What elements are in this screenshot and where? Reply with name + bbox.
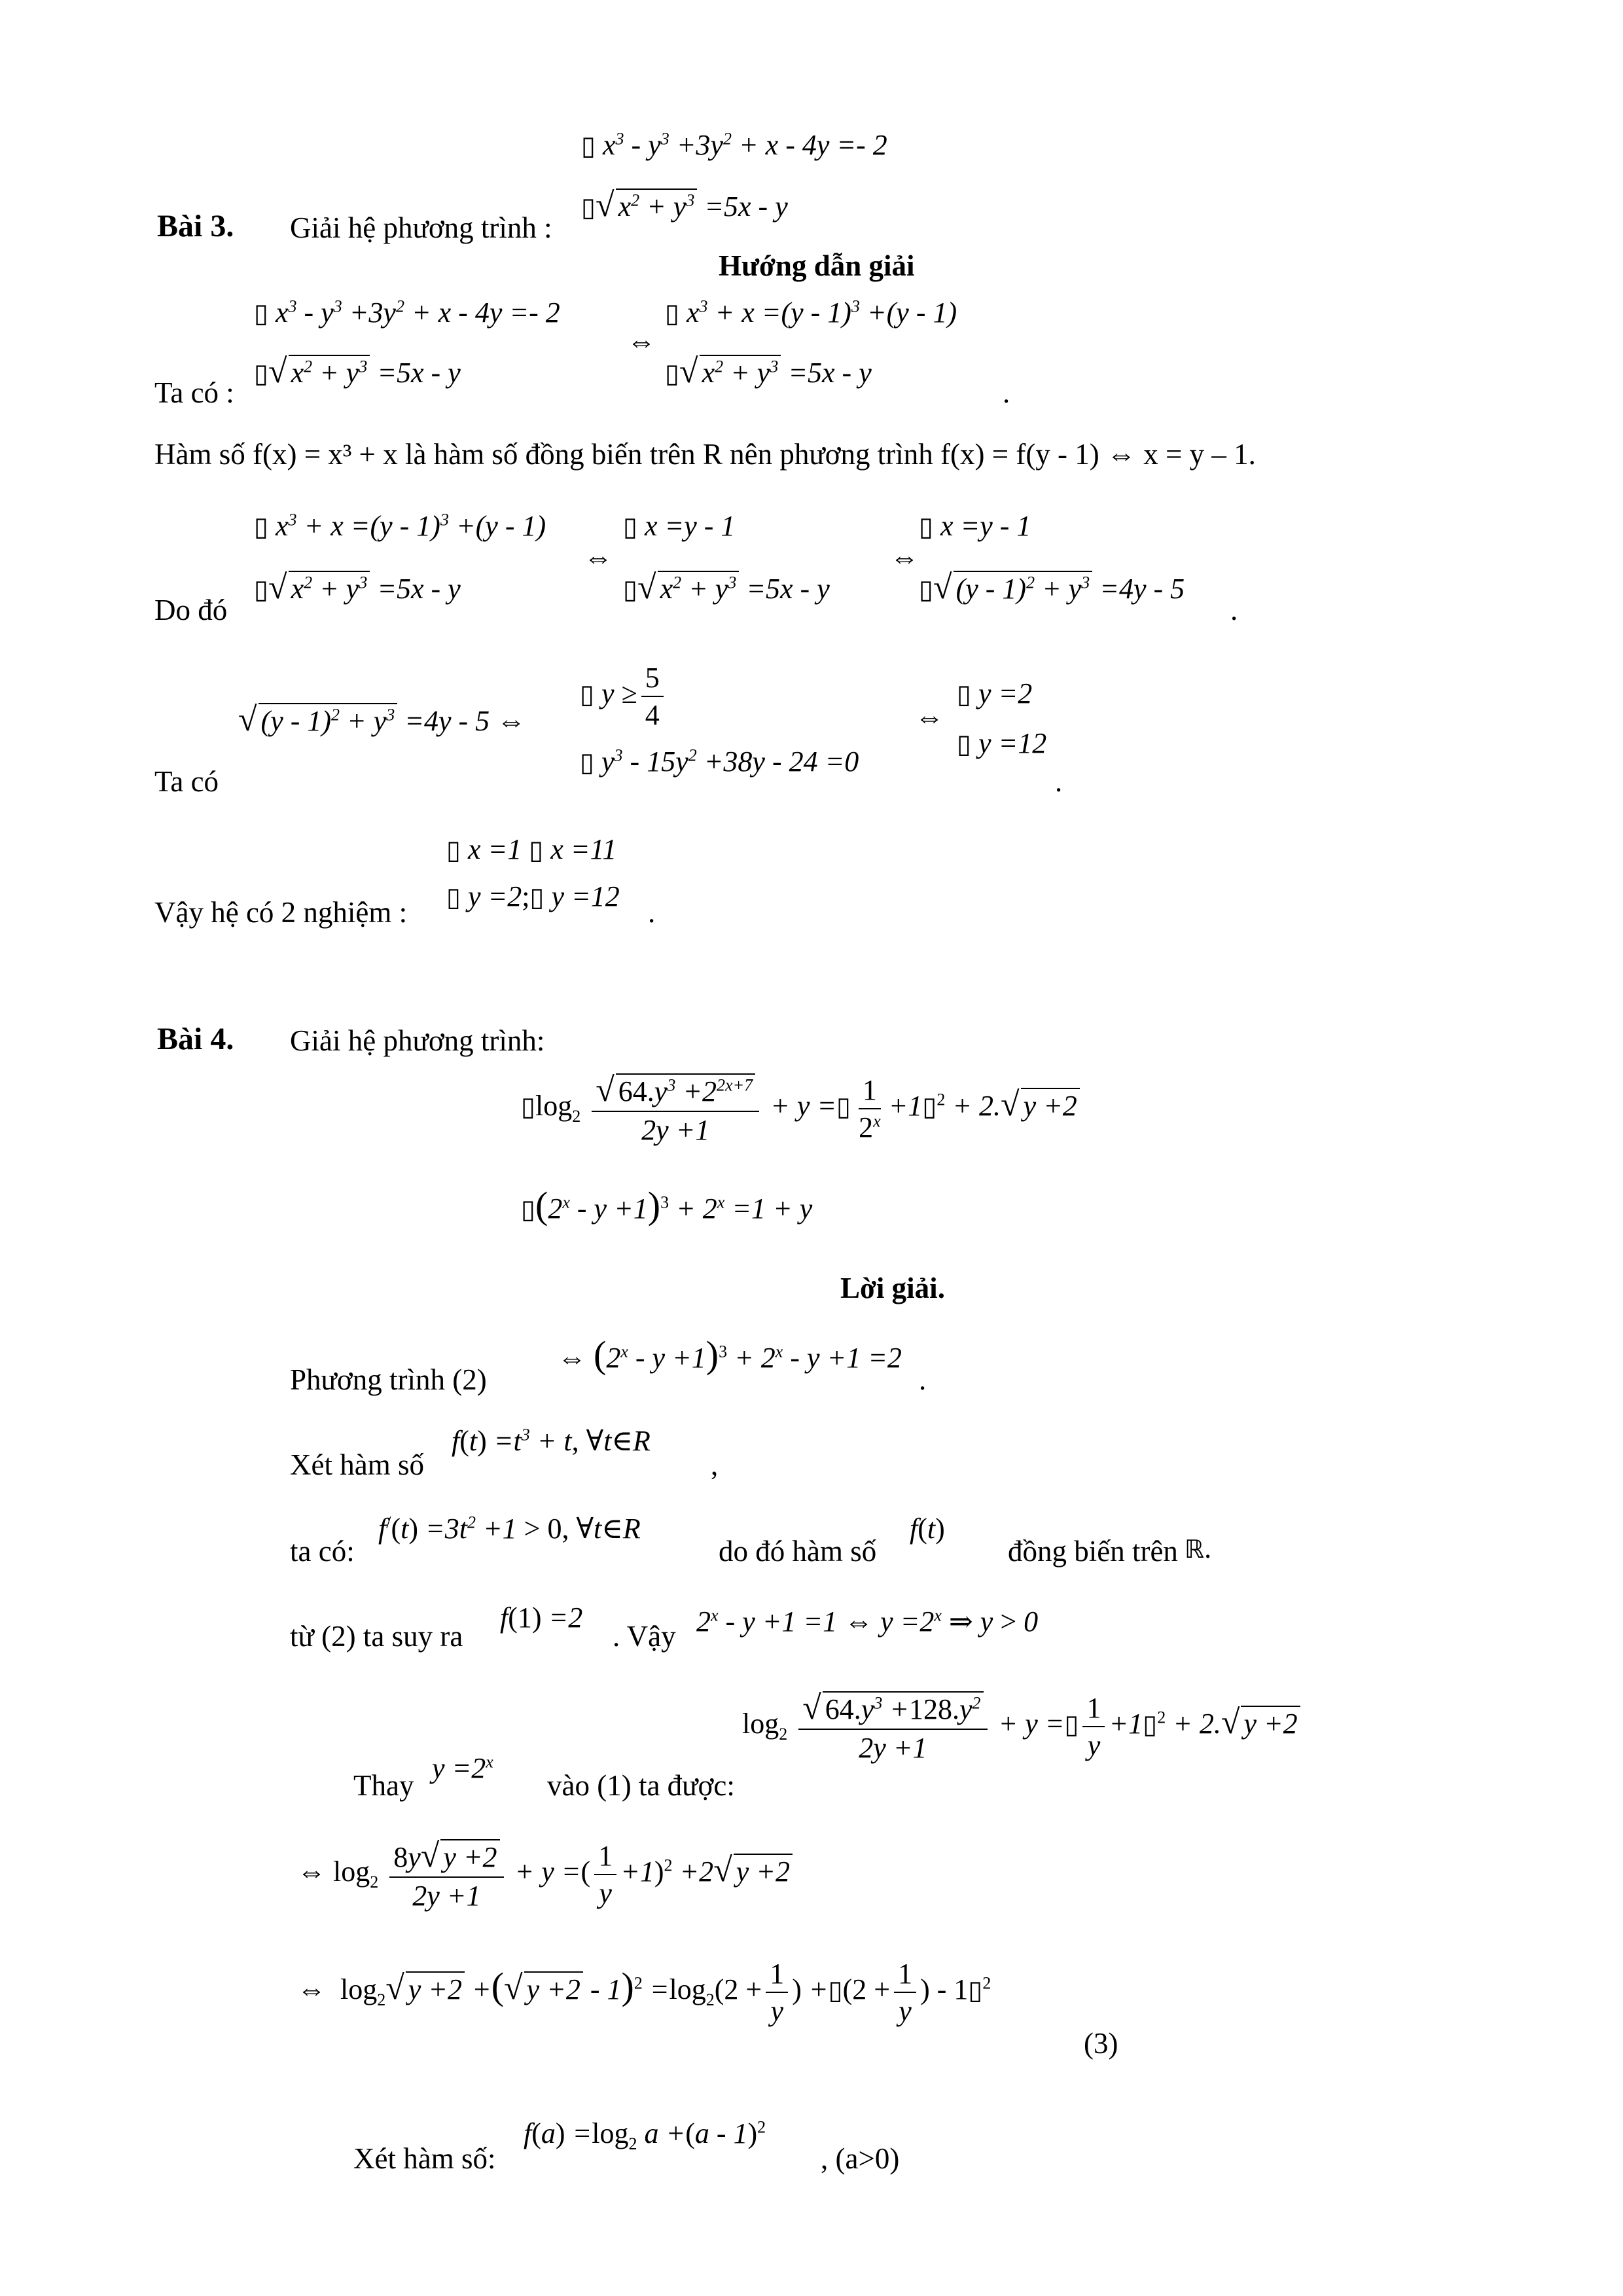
bai3-do-do: Do đó	[154, 594, 228, 626]
equiv-symbol: ⇔	[890, 541, 919, 573]
bai4-dodo: do đó hàm số	[719, 1535, 877, 1568]
bai4-f1: f(1) =2	[500, 1602, 583, 1634]
equiv-symbol: ⇔	[584, 541, 613, 573]
bai4-dongbien: đồng biến trên	[1008, 1535, 1178, 1568]
bai4-eq1-subst: $\log_2$ $\frac{√ 64.y^3 +128.y^2}{2y +1}$ + y =▯ $\frac{1}{y}$ +1▯$^2$ + 2.√ y +2	[742, 1689, 1300, 1765]
bai3-dodo-s3-eq1: ▯ x =y - 1	[919, 510, 1031, 542]
bai4-system-eq1: $▯\log_2$ $\frac{√ 64.y^3 +2^{2x+7}}{2y +1}$ + y =▯ $\frac{1}{2^x}$ +1▯$^2$ + 2.√ y +2	[521, 1071, 1080, 1147]
bai4-fprime: $f^/(t) =3t^2 +1 > 0$, ∀t∈R	[378, 1513, 641, 1545]
bai4-vay: . Vậy	[613, 1620, 676, 1653]
bai3-nghiem1-x: ▯ x =1 ▯ x =11	[446, 833, 617, 865]
bai4-label: Bài 4.	[157, 1022, 234, 1056]
bai4-pt2: Phương trình (2)	[290, 1363, 487, 1396]
bai4-prompt: Giải hệ phương trình:	[290, 1024, 545, 1057]
bai3-dodo-s3-eq2: ▯√ $(y - 1)^2 + y^3 =4y - 5$	[919, 569, 1185, 606]
period: .	[1230, 594, 1238, 626]
bai4-y-2x: 2$^x$ - y +1 =1 ⇔ $y =2^x$ ⇒ y > 0	[696, 1605, 1039, 1638]
bai3-heading: Hướng dẫn giải	[719, 249, 915, 282]
bai3-prompt: Giải hệ phương trình :	[290, 211, 552, 244]
bai3-dodo-s1-eq1: ▯ $x^3 + x =(y - 1)^3 +(y - 1)$	[254, 510, 546, 542]
bai3-ta-co-left2: ▯√ $x^2 + y^3 =5x - y$	[254, 353, 461, 390]
bai3-cubic: ▯ $y^3 - 15y^2 +38y - 24 =0$	[580, 745, 859, 778]
period: .	[919, 1363, 927, 1396]
period: .	[1003, 376, 1010, 409]
bai4-xet2: Xét hàm số:	[353, 2142, 496, 2175]
bai3-nghiem1-y: ▯ y =2;▯ y =12	[446, 880, 620, 912]
bai3-cond-y: ▯ y ≥ $\frac{5}{4}$	[580, 661, 668, 732]
bai3-dodo-s1-eq2: ▯√ $x^2 + y^3 =5x - y$	[254, 569, 461, 606]
bai3-label: Bài 3.	[157, 209, 234, 243]
real-numbers-icon: ℝ.	[1185, 1532, 1212, 1564]
bai4-a-cond: , (a>0)	[821, 2142, 900, 2175]
bai4-ft: f(t)	[910, 1513, 945, 1545]
comma: ,	[711, 1448, 719, 1481]
bai4-label3: (3)	[1084, 2027, 1118, 2060]
period: .	[648, 896, 656, 929]
equiv-symbol: ⇔	[627, 325, 656, 357]
bai3-sqrt-eq: √ $(y - 1)^2 + y^3 =4y - 5$ ⇔	[238, 701, 526, 738]
bai4-thay: Thay	[353, 1769, 414, 1802]
bai3-sol-y1: ▯ y =2	[957, 677, 1033, 709]
bai4-taco: ta có:	[290, 1535, 355, 1568]
equiv-symbol: ⇔	[915, 701, 944, 733]
bai4-system-eq2: ▯(2$^x$ - $y +1)^3 + 2^x =1 + y$	[521, 1184, 813, 1227]
bai4-tu2: từ (2) ta suy ra	[290, 1620, 463, 1653]
bai4-y-eq-2x: $y =2^x$	[432, 1752, 493, 1784]
bai4-xet1: Xét hàm số	[290, 1448, 424, 1481]
bai3-vay: Vậy hệ có 2 nghiệm :	[154, 896, 408, 929]
bai3-dodo-s2-eq1: ▯ x =y - 1	[623, 510, 736, 542]
bai3-ta-co: Ta có :	[154, 376, 234, 409]
bai4-pt2-eq: ⇔ $(2^x - y +1)^3 + 2^x - y +1 =2$	[558, 1333, 902, 1376]
bai4-heading: Lời giải.	[840, 1272, 945, 1304]
bai3-sol-y2: ▯ y =12	[957, 727, 1047, 759]
bai3-ta-co-right2: ▯√ $x^2 + y^3 =5x - y$	[665, 353, 872, 390]
bai3-system-eq1: ▯ $x^3 - y^3 +3y^2 + x - 4y =- 2$	[581, 129, 887, 161]
bai4-step3: ⇔ $\log_2√$ y +2 +(√ $y +2 - 1)^2 =\log_2(2$ + $\frac{1}{y}$ ) +▯(2 + $\frac{1}{y}$ ) - 1▯$^2$	[297, 1958, 991, 2027]
bai3-ta-co-right1: ▯ $x^3 + x =(y - 1)^3 +(y - 1)$	[665, 296, 957, 329]
bai3-ham-so-line: Hàm số f(x) = x³ + x là hàm số đồng biến trên R nên phương trình f(x) = f(y - 1) ⇔ x = y – 1.	[154, 438, 1256, 471]
bai3-ta-co-left1: ▯ $x^3 - y^3 +3y^2 + x - 4y =- 2$	[254, 296, 560, 329]
period: .	[1055, 765, 1063, 798]
bai4-ft-def: $f(t) =t^3 + t$, ∀t∈R	[452, 1425, 651, 1457]
bai3-ta-co-2: Ta có	[154, 765, 219, 798]
bai3-system-eq2: ▯√ $x^2 + y^3 =5x - y$	[581, 187, 788, 224]
bai4-vao1: vào (1) ta được:	[547, 1769, 735, 1802]
bai3-dodo-s2-eq2: ▯√ $x^2 + y^3 =5x - y$	[623, 569, 830, 606]
bai4-step2: ⇔ $\log_2$ $\frac{8y√ y +2}{2y +1}$ + y =( $\frac{1}{y}$ +1)$^2$ +2√ y +2	[297, 1837, 793, 1912]
bai4-fa-def: $f(a) =\log_2$ a +(a - 1)$^2$	[524, 2117, 766, 2153]
